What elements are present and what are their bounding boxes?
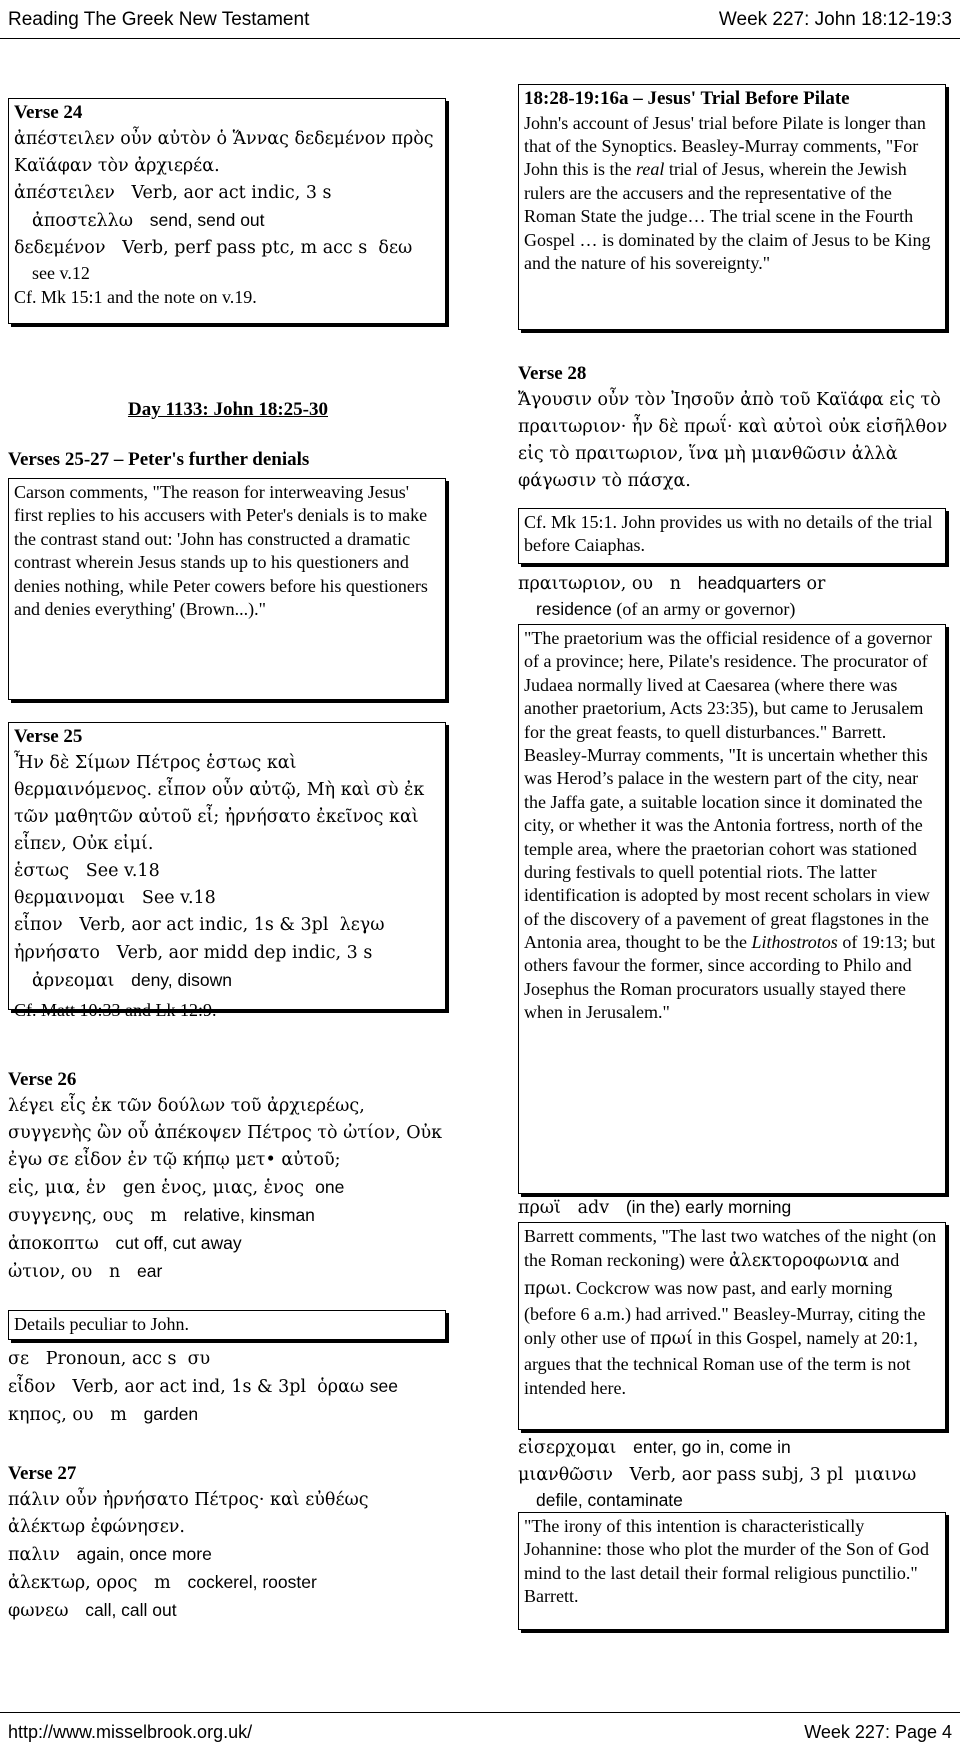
vocab-line: πραιτωριον, ου n headquarters or	[518, 573, 826, 594]
vocab-line: ἀπέστειλεν Verb, aor act indic, 3 s	[14, 182, 332, 203]
trial-section-text: John's account of Jesus' trial before Pilate is longer than that of the Synoptics. Beasley-Murray comments, "For John this is the real trial of Jesus, wherein the Jewish rulers are the accusers and the representative of the Roman State the judge… The trial scene in the Fourth Gospel … is dominated by the claim of Jesus to be King and the nature of his sovereignty."	[524, 112, 931, 274]
verse-28-heading: Verse 28	[518, 363, 587, 384]
vocab-line: εἶπον Verb, aor act indic, 1s & 3pl λεγω	[14, 915, 385, 936]
vocab-line: ὠτιον, ου n ear	[8, 1261, 163, 1283]
verse-28-note: Cf. Mk 15:1. John provides us with no details of the trial before Caiaphas.	[524, 512, 933, 556]
verse-26-note: Details peculiar to John.	[14, 1314, 189, 1334]
verse-26-section	[8, 1068, 448, 1287]
vocab-line: δεδεμένον Verb, perf pass ptc, m acc s δεω	[14, 238, 413, 259]
vocab-line: ἠρνήσατο Verb, aor midd dep indic, 3 s	[14, 942, 373, 963]
section-heading: Verses 25-27 – Peter's further denials	[8, 449, 310, 470]
verse-24-heading: Verse 24	[14, 102, 83, 123]
footer-url: http://www.misselbrook.org.uk/	[8, 1722, 253, 1742]
carson-quote: Carson comments, "The reason for interweaving Jesus' first replies to his accusers with Peter's denials is to make the contrast stand out: 'John has constructed a dramatic contrast wherein Jesus stands up to his questioners and denies nothing, while Peter cowers before his questioners and denies everything' (Brown...)."	[14, 482, 428, 619]
verse-28-note-box	[518, 508, 946, 564]
early-morning-box	[518, 1222, 946, 1430]
vocab-line: παλιν again, once more	[8, 1543, 212, 1565]
vocab-line: πρωϊ adv (in the) early morning	[518, 1197, 792, 1218]
verse-27-heading: Verse 27	[8, 1463, 77, 1484]
beasley-murray-quote: Beasley-Murray comments, "It is uncertain whether this was Herod’s palace in the western part of the city, near the Jaffa gate, a suitable location since it dominated the city, or whether it was the Antonia fortress, north of the temple area, where the praetorian cohort was stationed during festivals to quell potential riots. The latter identification is adopted by most recent scholars in view of the discovery of a pavement of great flagstones in the Antonia area, thought to be the Lithostrotos of 19:13; but others favour the former, since according to Philo and Josephus the Roman procurators usually stayed there when in Jerusalem."	[524, 744, 936, 1023]
vocab-line: ἀλεκτωρ, ορος m cockerel, rooster	[8, 1572, 317, 1594]
page-header	[0, 0, 960, 39]
trial-section-heading: 18:28-19:16a – Jesus' Trial Before Pilate	[524, 88, 850, 109]
verse-28-vocab-2	[518, 1434, 948, 1513]
proi-vocab	[518, 1194, 948, 1222]
verse-25-box	[8, 722, 446, 1020]
page-footer	[0, 1712, 960, 1747]
irony-quote-box	[518, 1512, 946, 1630]
verse-25-heading: Verse 25	[14, 726, 83, 747]
vocab-line: εἱς, μια, ἑν gen ἑνος, μιας, ἑνος one	[8, 1177, 345, 1199]
verse-28-greek: Ἄγουσιν οὖν τὸν Ἰησοῦν ἀπὸ τοῦ Καϊάφα εἰς τὸ πραιτωριον· ἦν δὲ πρωΐ· καὶ αὐτοὶ οὐκ εἰσῆλθον εἰς τὸ πραιτωριον, ἵνα μὴ μιανθῶσιν ἀλλὰ φάγωσιν τὸ πάσχα.	[518, 389, 948, 492]
verse-28-section	[518, 362, 948, 495]
vocab-line: σε Pronoun, acc s συ	[8, 1349, 211, 1369]
vocab-line: ἀποστελλω send, send out	[32, 210, 265, 232]
verse-27-section	[8, 1462, 448, 1625]
vocab-line: εἰσερχομαι enter, go in, come in	[518, 1437, 791, 1458]
verse-24-greek: ἀπέστειλεν οὖν αὐτὸν ὁ Ἅννας δεδεμένον πρὸς Καϊάφαν τὸν ἀρχιερέα.	[14, 128, 434, 176]
verse-26-greek: λέγει εἷς ἐκ τῶν δούλων τοῦ ἀρχιερέως, συγγενὴς ὢν οὗ ἀπέκοψεν Πέτρος τὸ ὠτίον, Οὐκ ἐγω σε εἶδον ἐν τῷ κήπῳ μετ• αὐτοῦ;	[8, 1095, 443, 1170]
vocab-line: defile, contaminate	[536, 1490, 683, 1511]
vocab-line: κηπος, ου m garden	[8, 1404, 199, 1426]
vocab-line: residence (of an army or governor)	[536, 599, 796, 620]
vocab-line: ἀρνεομαι deny, disown	[32, 969, 232, 991]
vocab-line: μιανθῶσιν Verb, aor pass subj, 3 pl μιαινω	[518, 1465, 917, 1486]
praitorion-vocab	[518, 570, 948, 622]
header-title: Reading The Greek New Testament	[8, 9, 310, 30]
verse-26-more	[8, 1346, 448, 1429]
carson-quote-box	[8, 478, 446, 700]
verse-27-greek: πάλιν οὖν ἠρνήσατο Πέτρος· καὶ εὐθέως ἀλέκτωρ ἐφώνησεν.	[8, 1489, 369, 1537]
trial-section-box	[518, 84, 946, 330]
vocab-line: θερμαινομαι See v.18	[14, 888, 216, 909]
verse-25-greek: Ἦν δὲ Σίμων Πέτρος ἑστως καὶ θερμαινόμενος. εἶπον οὖν αὐτῷ, Μὴ καὶ σὺ ἐκ τῶν μαθητῶν αὐτοῦ εἶ; ἠρνήσατο ἐκεῖνος καὶ εἶπεν, Οὐκ εἰμί.	[14, 752, 425, 855]
verse-24-note: Cf. Mk 15:1 and the note on v.19.	[14, 286, 257, 307]
day-heading: Day 1133: John 18:25-30	[127, 399, 329, 420]
barrett-early-morning: Barrett comments, "The last two watches of the night (on the Roman reckoning) were ἀλεκτοροφωνια and πρωι. Cockcrow was now past, and early morning (before 6 a.m.) had arrived." Beasley-Murray, citing the only other use of πρωί in this Gospel, namely at 20:1, argues that the technical Roman use of the term is not intended here.	[524, 1226, 937, 1398]
verse-24-box	[8, 98, 446, 324]
vocab-line: ἀποκοπτω cut off, cut away	[8, 1233, 242, 1255]
verse-26-note-box	[8, 1310, 446, 1340]
footer-page: Week 227: Page 4	[804, 1722, 952, 1742]
praetorium-box	[518, 624, 946, 1194]
barrett-irony-quote: "The irony of this intention is characteristically Johannine: those who plot the murder of the Son of God mind to the last detail their formal religious punctilio." Barrett.	[524, 1516, 929, 1607]
vocab-line: συγγενης, ους m relative, kinsman	[8, 1205, 315, 1227]
vocab-line: φωνεω call, call out	[8, 1600, 177, 1622]
verse-26-heading: Verse 26	[8, 1069, 77, 1090]
header-week: Week 227: John 18:12-19:3	[718, 9, 952, 30]
vocab-line: εἶδον Verb, aor act ind, 1s & 3pl ὁραω see	[8, 1376, 398, 1398]
vocab-line: see v.12	[32, 263, 90, 284]
barrett-quote: "The praetorium was the official residence of a governor of a province; here, Pilate's residence. The procurator of Judaea normally lived at Caesarea (where there was another praetorium, Acts 23:35), but came to Jerusalem for the great feasts, to quell disturbances." Barrett.	[524, 628, 932, 742]
verse-25-note: Cf. Matt 10:33 and Lk 12:9.	[14, 999, 217, 1020]
vocab-line: ἑστως See v.18	[14, 861, 160, 882]
